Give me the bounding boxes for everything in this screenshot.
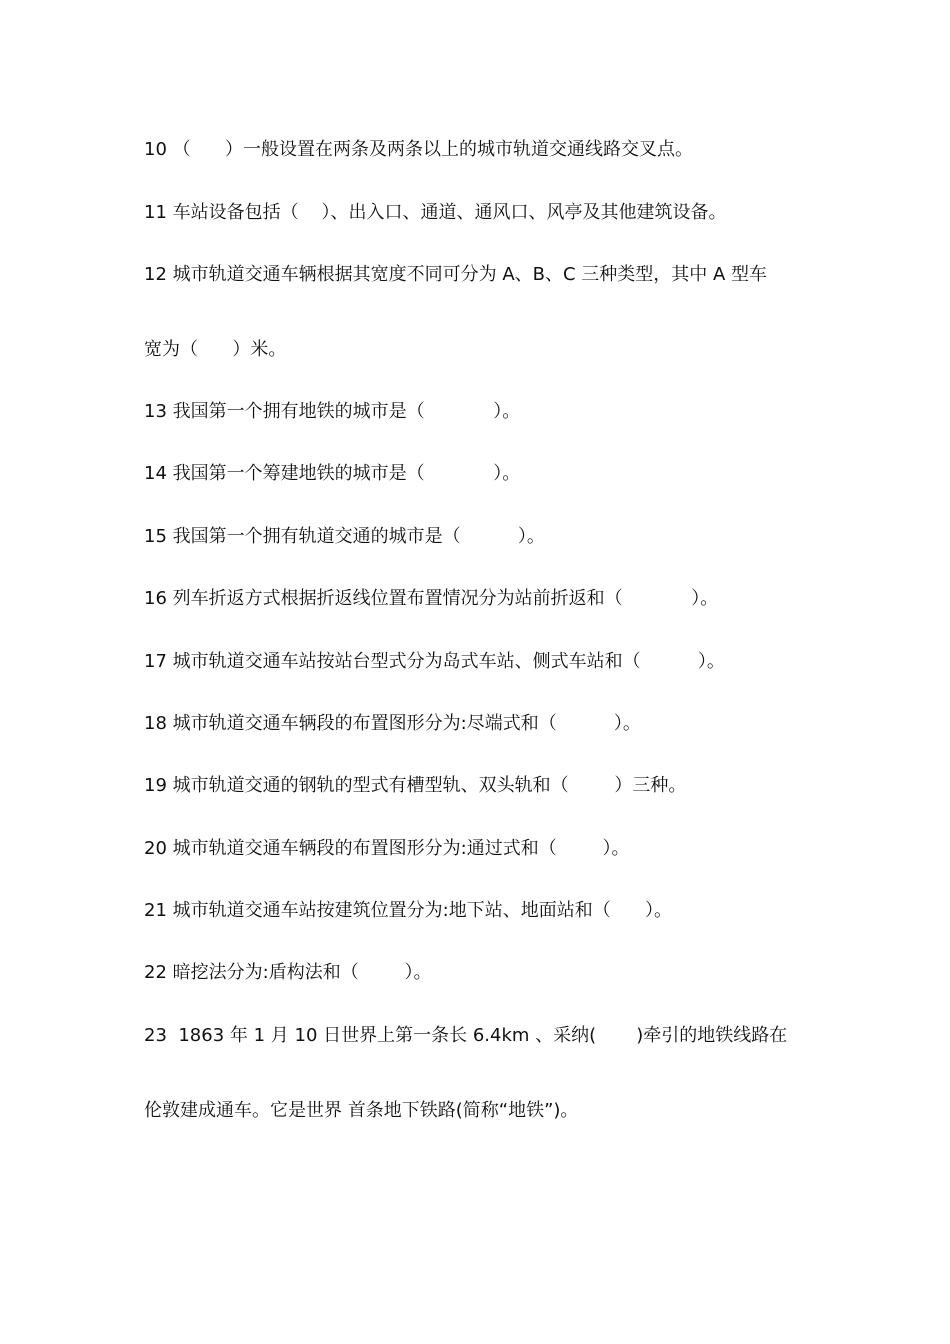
question-11: 11 车站设备包括（ ）、出入口、通道、通风口、风亭及其他建筑设备。: [144, 202, 727, 223]
question-19: 19 城市轨道交通的钢轨的型式有槽型轨、双头轨和（ ）三种。: [144, 775, 687, 796]
question-14: 14 我国第一个筹建地铁的城市是（ ）。: [144, 463, 521, 484]
question-10: 10 （ ）一般设置在两条及两条以上的城市轨道交通线路交叉点。: [144, 139, 693, 160]
question-17: 17 城市轨道交通车站按站台型式分为岛式车站、侧式车站和（ ）。: [144, 651, 725, 672]
question-15: 15 我国第一个拥有轨道交通的城市是（ ）。: [144, 526, 545, 547]
question-18: 18 城市轨道交通车辆段的布置图形分为:尽端式和（ ）。: [144, 713, 641, 734]
question-20: 20 城市轨道交通车辆段的布置图形分为:通过式和（ ）。: [144, 838, 630, 859]
question-13: 13 我国第一个拥有地铁的城市是（ ）。: [144, 401, 521, 422]
question-21: 21 城市轨道交通车站按建筑位置分为:地下站、地面站和（ ）。: [144, 900, 673, 921]
question-16: 16 列车折返方式根据折返线位置布置情况分为站前折返和（ ）。: [144, 588, 719, 609]
question-23-line-2: 伦敦建成通车。它是世界 首条地下铁路(简称“地铁”)。: [144, 1100, 579, 1121]
question-22: 22 暗挖法分为:盾构法和（ ）。: [144, 962, 432, 983]
question-12-line-1: 12 城市轨道交通车辆根据其宽度不同可分为 A、B、C 三种类型，其中 A 型车: [144, 264, 768, 285]
question-23-line-1: 23 1863 年 1 月 10 日世界上第一条长 6.4km 、采纳( )牵引的地铁线路在: [144, 1025, 788, 1046]
question-12-line-2: 宽为（ ）米。: [144, 339, 287, 360]
